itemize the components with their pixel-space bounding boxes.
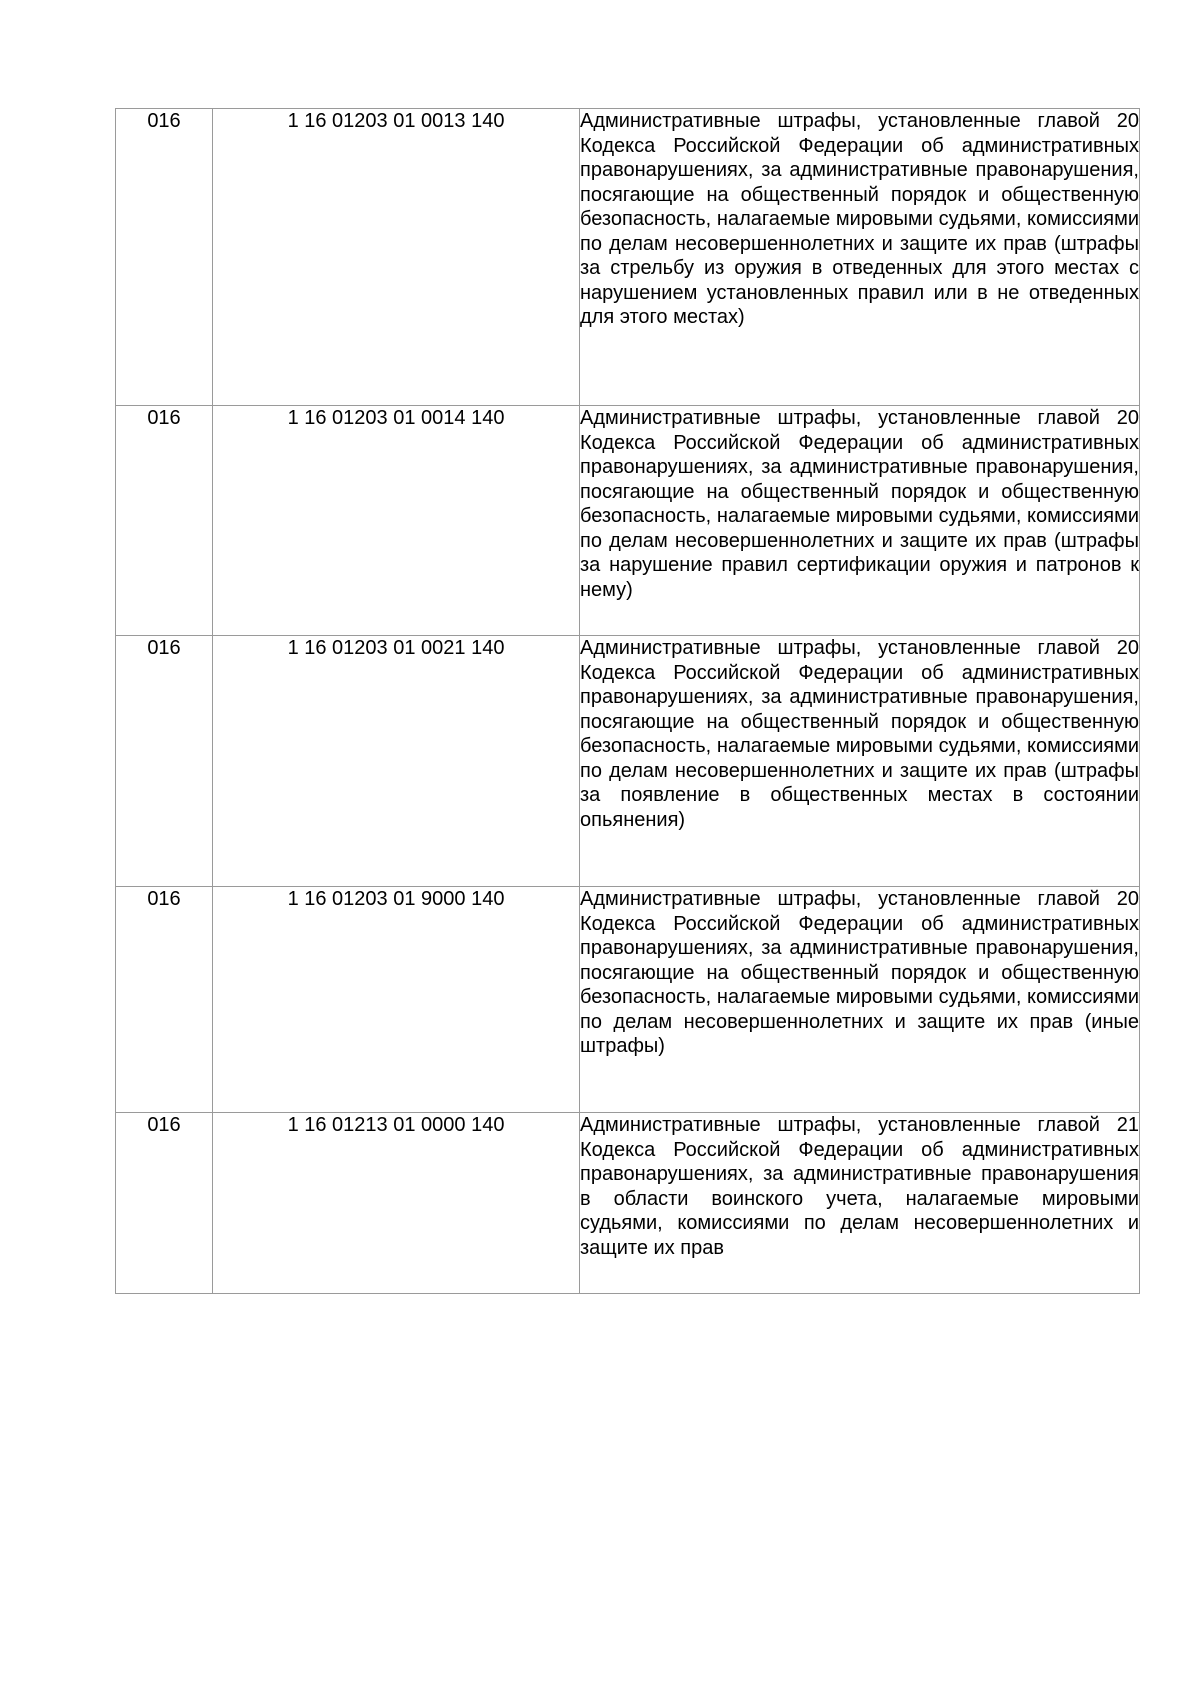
budget-code-cell: 1 16 01213 01 0000 140 bbox=[213, 1113, 580, 1294]
budget-code-cell: 1 16 01203 01 9000 140 bbox=[213, 887, 580, 1113]
budget-codes-table bbox=[115, 108, 1140, 1294]
admin-code-cell: 016 bbox=[116, 109, 213, 406]
table-row bbox=[116, 887, 1140, 1113]
description-text: Административные штрафы, установленные главой 20 Кодекса Российской Федерации об административных правонарушениях, за административные правонарушения, посягающие на общественный порядок и общественную безопасность, налагаемые мировыми судьями, комиссиями по делам несовершеннолетних и защите их прав (штрафы за нарушение правил сертификации оружия и патронов к нему) bbox=[580, 407, 1139, 601]
description-cell bbox=[580, 406, 1140, 636]
description-cell bbox=[580, 1113, 1140, 1294]
description-cell bbox=[580, 109, 1140, 406]
table-row bbox=[116, 1113, 1140, 1294]
table-row bbox=[116, 636, 1140, 887]
description-text: Административные штрафы, установленные главой 20 Кодекса Российской Федерации об административных правонарушениях, за административные правонарушения, посягающие на общественный порядок и общественную безопасность, налагаемые мировыми судьями, комиссиями по делам несовершеннолетних и защите их прав (штрафы за стрельбу из оружия в отведенных для этого местах с нарушением установленных правил или в не отведенных для этого местах) bbox=[580, 110, 1139, 328]
description-text: Административные штрафы, установленные главой 20 Кодекса Российской Федерации об административных правонарушениях, за административные правонарушения, посягающие на общественный порядок и общественную безопасность, налагаемые мировыми судьями, комиссиями по делам несовершеннолетних и защите их прав (иные штрафы) bbox=[580, 888, 1139, 1057]
admin-code-cell: 016 bbox=[116, 1113, 213, 1294]
admin-code-cell: 016 bbox=[116, 887, 213, 1113]
description-cell bbox=[580, 636, 1140, 887]
budget-code-cell: 1 16 01203 01 0014 140 bbox=[213, 406, 580, 636]
description-text: Административные штрафы, установленные главой 21 Кодекса Российской Федерации об административных правонарушениях, за административные правонарушения в области воинского учета, налагаемые мировыми судьями, комиссиями по делам несовершеннолетних и защите их прав bbox=[580, 1114, 1139, 1259]
description-cell bbox=[580, 887, 1140, 1113]
table-row bbox=[116, 406, 1140, 636]
table-row bbox=[116, 109, 1140, 406]
admin-code-cell: 016 bbox=[116, 636, 213, 887]
description-text: Административные штрафы, установленные главой 20 Кодекса Российской Федерации об административных правонарушениях, за административные правонарушения, посягающие на общественный порядок и общественную безопасность, налагаемые мировыми судьями, комиссиями по делам несовершеннолетних и защите их прав (штрафы за появление в общественных местах в состоянии опьянения) bbox=[580, 637, 1139, 831]
budget-code-cell: 1 16 01203 01 0021 140 bbox=[213, 636, 580, 887]
budget-code-cell: 1 16 01203 01 0013 140 bbox=[213, 109, 580, 406]
admin-code-cell: 016 bbox=[116, 406, 213, 636]
